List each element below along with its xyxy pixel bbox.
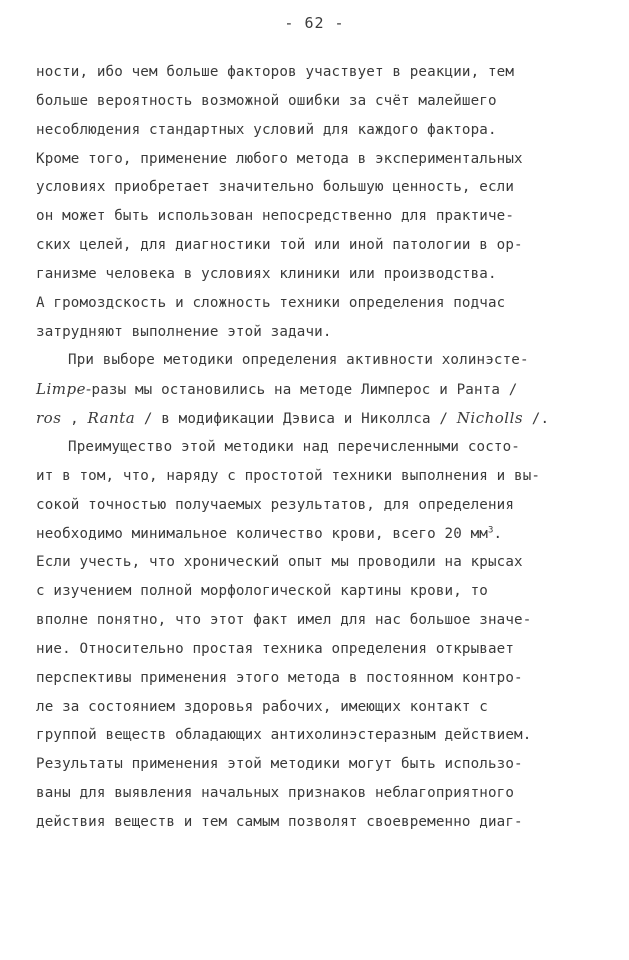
text-line: [36, 116, 596, 145]
typed-text: ваны для выявления начальных признаков неблагоприятного: [36, 785, 515, 802]
text-line: [36, 693, 596, 722]
text-line: [36, 779, 596, 808]
typed-text: Кроме того, применение любого метода в экспериментальных: [36, 150, 523, 167]
superscript: 3: [487, 524, 494, 535]
typed-text: ние. Относительно простая техника определения открывает: [36, 640, 515, 657]
typed-text: А громоздскость и сложность техники определения подчас: [36, 294, 506, 311]
typed-text: ,: [61, 411, 88, 428]
typed-text: группой веществ обладающих антихолинэстеразным действием.: [36, 727, 532, 744]
text-line: [36, 750, 596, 779]
text-line: [36, 145, 596, 174]
text-line: [36, 721, 596, 750]
typed-text: необходимо минимальное количество крови, всего 20 мм: [36, 525, 488, 542]
typed-text: условиях приобретает значительно большую ценность, если: [36, 179, 515, 196]
text-line: [36, 664, 596, 693]
typed-text: действия веществ и тем самым позволят своевременно диаг-: [36, 813, 523, 830]
page-number: - 62 -: [284, 14, 345, 32]
text-line: [36, 491, 596, 520]
typed-text: ских целей, для диагностики той или иной патологии в ор-: [36, 237, 523, 254]
text-line: [36, 289, 596, 318]
typed-text: больше вероятность возможной ошибки за счёт малейшего: [36, 92, 497, 109]
text-line: [36, 404, 596, 433]
typed-text: .: [493, 525, 503, 542]
typed-text: разы мы остановились на методе Лимперос и Ранта /: [91, 382, 518, 399]
typed-text: он может быть использован непосредственно для практиче-: [36, 208, 515, 225]
text-line: [36, 231, 596, 260]
typed-text: перспективы применения этого метода в постоянном контро-: [36, 669, 523, 686]
text-line: [36, 87, 596, 116]
typed-text: сокой точностью получаемых результатов, для определения: [36, 496, 515, 513]
typed-text: вполне понятно, что этот факт имел для нас большое значе-: [36, 612, 532, 629]
text-line: [36, 58, 596, 87]
typed-text: ит в том, что, наряду с простотой техники выполнения и вы-: [36, 467, 541, 484]
typed-text: Преимущество этой методики над перечисленными состо-: [68, 438, 520, 455]
typed-text: с изучением полной морфологической картины крови, то: [36, 583, 488, 600]
text-line: [36, 548, 596, 577]
text-line: [36, 375, 596, 404]
typed-text: /.: [523, 411, 550, 428]
handwritten-latin-name: Limpe-: [36, 380, 92, 399]
handwritten-latin-name: ros: [36, 409, 62, 428]
typed-text: Если учесть, что хронический опыт мы проводили на крысах: [36, 554, 523, 571]
text-line: [36, 808, 596, 837]
typed-text: ганизме человека в условиях клиники или производства.: [36, 265, 497, 282]
text-line: [36, 433, 596, 462]
typed-text: затрудняют выполнение этой задачи.: [36, 323, 332, 340]
handwritten-latin-name: Nicholls: [456, 409, 524, 428]
text-line: [36, 260, 596, 289]
text-line: [36, 577, 596, 606]
text-line: [36, 173, 596, 202]
typed-text: При выборе методики определения активности холинэсте-: [68, 352, 529, 369]
text-line: [36, 520, 596, 549]
text-line: [36, 318, 596, 347]
typed-text: несоблюдения стандартных условий для каждого фактора.: [36, 121, 497, 138]
typed-text: Результаты применения этой методики могут быть использо-: [36, 756, 523, 773]
body-text: [36, 58, 596, 837]
handwritten-latin-name: Ranta: [87, 409, 136, 428]
text-line: [36, 606, 596, 635]
typed-text: ности, ибо чем больше факторов участвует в реакции, тем: [36, 64, 515, 80]
typed-text: ле за состоянием здоровья рабочих, имеющих контакт с: [36, 698, 488, 715]
text-line: [36, 346, 596, 375]
text-line: [36, 462, 596, 491]
text-line: [36, 635, 596, 664]
typed-text: / в модификации Дэвиса и Николлса /: [135, 411, 457, 428]
text-line: [36, 202, 596, 231]
